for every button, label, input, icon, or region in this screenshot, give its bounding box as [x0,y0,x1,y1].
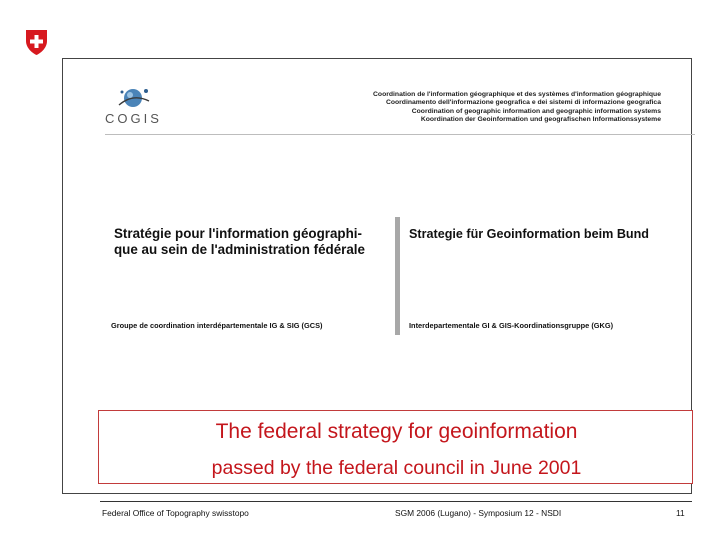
french-group-name: Groupe de coordination interdépartementale IG & SIG (GCS) [111,321,323,330]
coordination-line-it: Coordinamento dell'informazione geografica e dei sistemi di informazione geografica [385,99,661,107]
coordination-line-en: Coordination of geographic information and geographic information systems [411,107,661,115]
swiss-cross-icon [24,30,49,55]
page-number: 11 [676,508,685,518]
french-title-line2: que au sein de l'administration fédérale [114,241,365,257]
coordination-lines [321,91,661,124]
french-title [114,226,399,257]
french-title-line1: Stratégie pour l'information géographi- [114,226,362,241]
german-group-name: Interdepartementale GI & GIS-Koordinationsgruppe (GKG) [409,321,614,330]
header-divider [105,134,695,135]
coordination-line-fr: Coordination de l'information géographique et des systèmes d'information géographique [373,91,661,98]
vertical-divider [395,217,400,335]
footer-event: SGM 2006 (Lugano) - Symposium 12 - NSDI [395,508,562,518]
footer-divider [100,501,692,502]
german-title: Strategie für Geoinformation beim Bund [409,227,649,241]
callout-line2: passed by the federal council in June 2001 [211,457,582,479]
coordination-line-de: Koordination der Geoinformation und geografischen Informationssysteme [420,115,661,123]
footer-organization: Federal Office of Topography swisstopo [102,508,249,518]
callout-line1: The federal strategy for geoinformation [215,420,578,443]
cogis-logo-text: COGIS [105,111,162,126]
strategy-callout [98,410,693,484]
